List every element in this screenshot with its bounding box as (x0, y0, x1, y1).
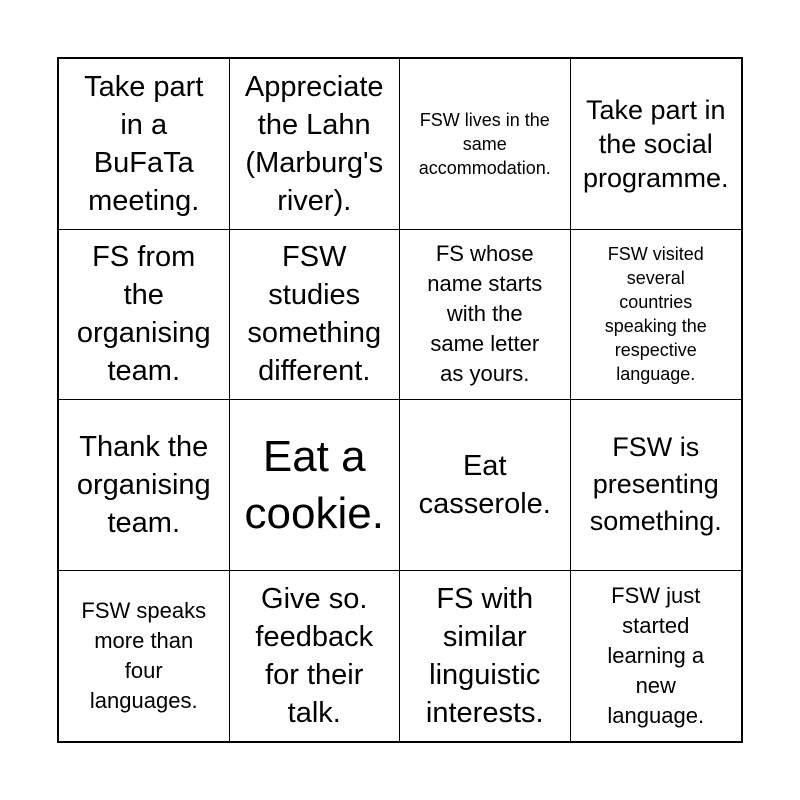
bingo-cell-r3c2[interactable] (230, 400, 401, 571)
bingo-cell-r1c3[interactable] (400, 59, 571, 230)
cell-text: FS from the organising team. (76, 241, 211, 388)
bingo-cell-r2c4[interactable] (571, 230, 742, 401)
cell-text: Take part in a BuFaTa meeting. (84, 70, 204, 217)
cell-text: FSW lives in the same accommodation. (418, 109, 551, 178)
bingo-cell-r2c2[interactable] (230, 230, 401, 401)
bingo-cell-r3c3[interactable] (400, 400, 571, 571)
cell-text: FS whose name starts with the same letter as yours. (427, 241, 543, 387)
bingo-cell-r1c2[interactable] (230, 59, 401, 230)
cell-text: FSW is presenting something. (589, 432, 722, 537)
cell-text: FS with similar linguistic interests. (425, 582, 544, 729)
bingo-cell-r4c1[interactable] (59, 571, 230, 742)
cell-text: FSW just started learning a new language. (607, 582, 705, 728)
bingo-cell-r2c1[interactable] (59, 230, 230, 401)
cell-text: Thank the organising team. (76, 430, 211, 539)
bingo-cell-r3c4[interactable] (571, 400, 742, 571)
bingo-cell-r1c1[interactable] (59, 59, 230, 230)
bingo-cell-r4c2[interactable] (230, 571, 401, 742)
cell-text: Eat a cookie. (244, 431, 384, 538)
cell-text: Appreciate the Lahn (Marburg's river). (244, 70, 384, 217)
bingo-cell-r4c4[interactable] (571, 571, 742, 742)
cell-text: Eat casserole. (418, 449, 551, 520)
cell-text: FSW speaks more than four languages. (81, 597, 207, 713)
cell-text: FSW visited several countries speaking the respective language. (604, 244, 707, 385)
bingo-board (57, 57, 743, 743)
cell-text: Give so. feedback for their talk. (255, 582, 374, 729)
cell-text: FSW studies something different. (247, 241, 382, 388)
cell-text: Take part in the social programme. (582, 94, 729, 193)
bingo-cell-r1c4[interactable] (571, 59, 742, 230)
bingo-cell-r4c3[interactable] (400, 571, 571, 742)
bingo-cell-r2c3[interactable] (400, 230, 571, 401)
bingo-cell-r3c1[interactable] (59, 400, 230, 571)
